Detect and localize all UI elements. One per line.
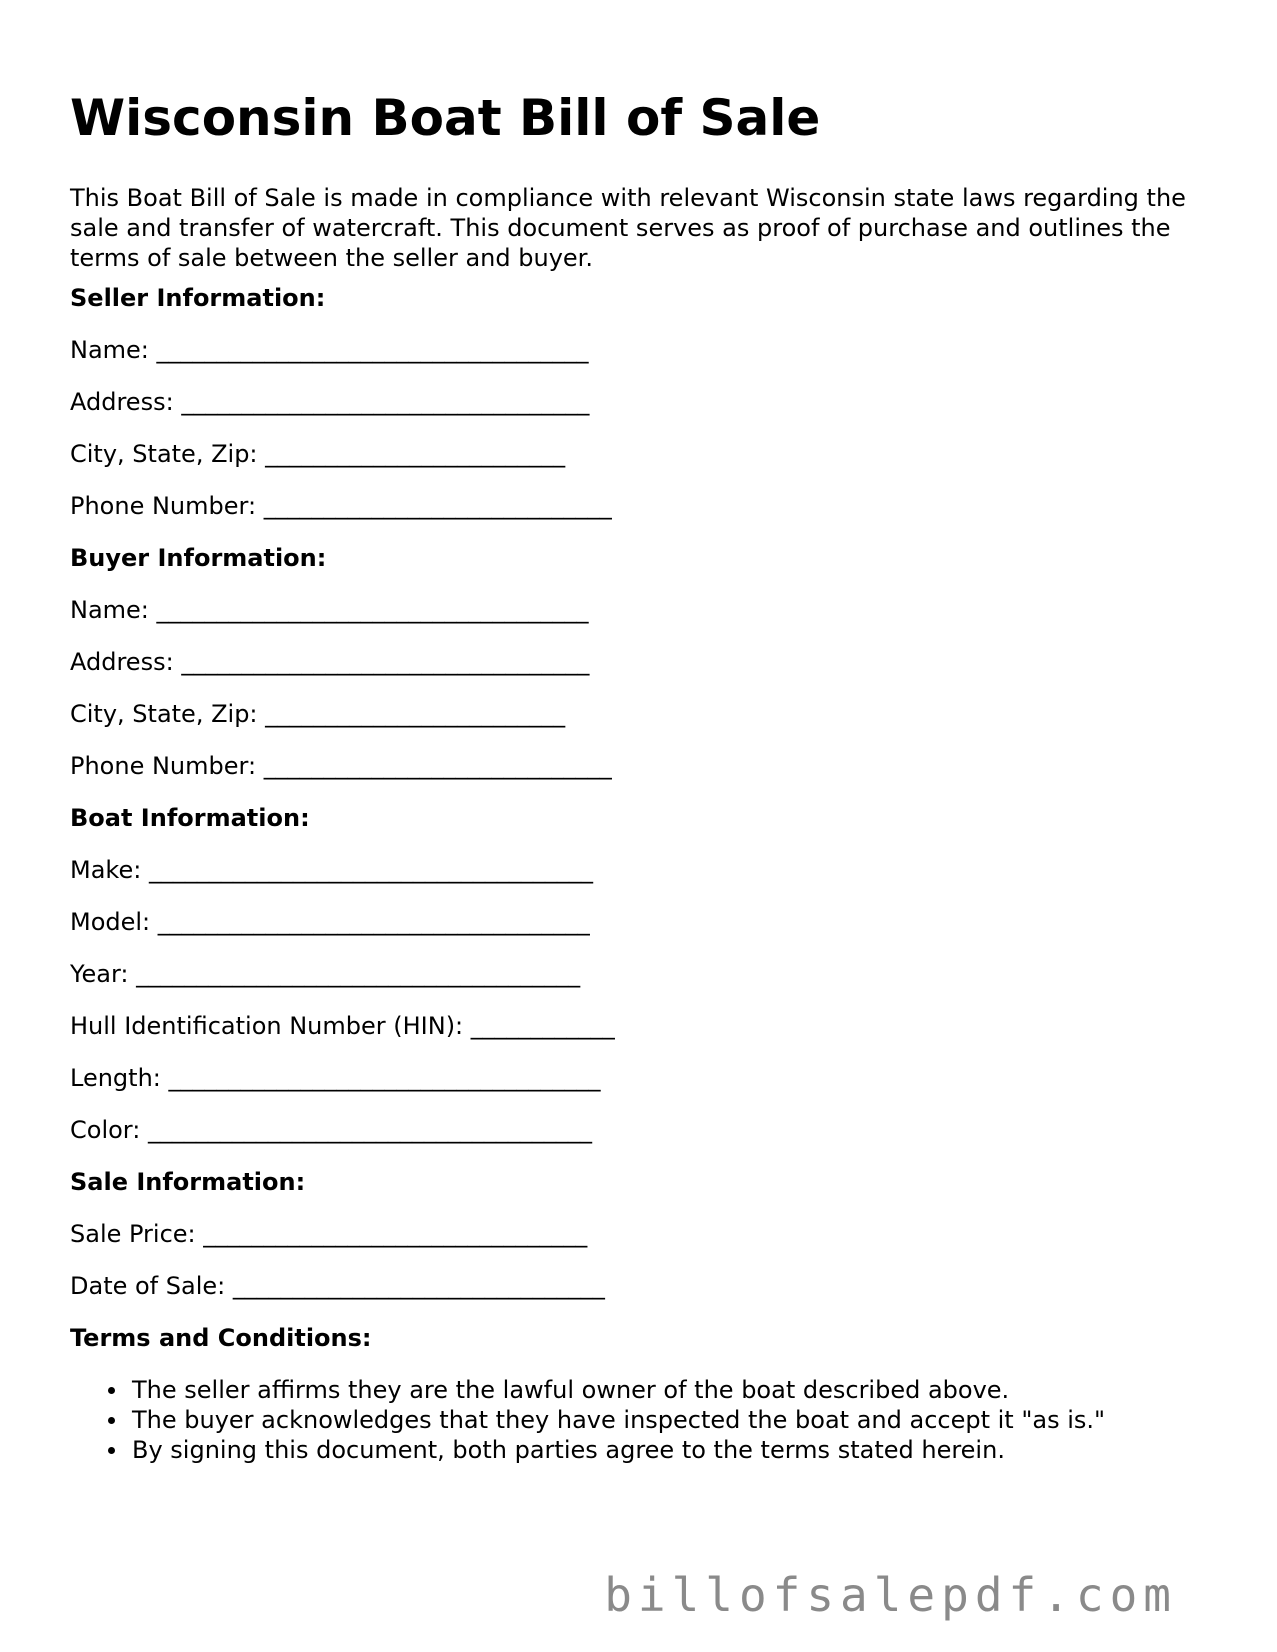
fill-in-blank[interactable]: ____________________________________ — [156, 336, 589, 364]
field-label: Length: — [70, 1064, 161, 1092]
boat-color-field — [70, 1115, 592, 1145]
boat-make-field — [70, 855, 593, 885]
list-item: The buyer acknowledges that they have inspected the boat and accept it "as is." — [70, 1405, 1105, 1435]
buyer-name-field — [70, 595, 589, 625]
buyer-address-field — [70, 647, 589, 677]
field-label: Name: — [70, 596, 149, 624]
field-label: Sale Price: — [70, 1220, 196, 1248]
sale-heading: Sale Information: — [70, 1168, 306, 1196]
fill-in-blank[interactable]: ____________________________________ — [156, 596, 589, 624]
field-label: Model: — [70, 908, 151, 936]
seller-phone-field — [70, 491, 612, 521]
terms-list — [70, 1375, 1105, 1465]
field-label: City, State, Zip: — [70, 700, 258, 728]
bullet-icon — [108, 1417, 115, 1424]
buyer-heading: Buyer Information: — [70, 544, 327, 572]
field-label: Name: — [70, 336, 149, 364]
field-label: Color: — [70, 1116, 141, 1144]
sale-price-field — [70, 1219, 587, 1249]
sale-date-field — [70, 1271, 605, 1301]
field-label: Hull Identification Number (HIN): — [70, 1012, 464, 1040]
fill-in-blank[interactable]: __________________________________ — [181, 388, 590, 416]
field-label: Date of Sale: — [70, 1272, 226, 1300]
bullet-icon — [108, 1447, 115, 1454]
field-label: Phone Number: — [70, 752, 257, 780]
fill-in-blank[interactable]: _____________________________________ — [147, 1116, 592, 1144]
boat-length-field — [70, 1063, 601, 1093]
watermark: billofsalepdf.com — [604, 1568, 1177, 1622]
seller-name-field — [70, 335, 589, 365]
list-item: The seller affirms they are the lawful owner of the boat described above. — [70, 1375, 1105, 1405]
field-label: Phone Number: — [70, 492, 257, 520]
fill-in-blank[interactable]: _____________________________ — [263, 752, 612, 780]
buyer-city-state-zip-field — [70, 699, 565, 729]
field-label: Address: — [70, 648, 174, 676]
fill-in-blank[interactable]: _____________________________ — [263, 492, 612, 520]
fill-in-blank[interactable]: _________________________ — [265, 700, 566, 728]
fill-in-blank[interactable]: ____________________________________ — [157, 908, 590, 936]
terms-heading: Terms and Conditions: — [70, 1324, 372, 1352]
fill-in-blank[interactable]: __________________________________ — [181, 648, 590, 676]
seller-address-field — [70, 387, 589, 417]
list-item: By signing this document, both parties agree to the terms stated herein. — [70, 1435, 1105, 1465]
fill-in-blank[interactable]: _____________________________________ — [136, 960, 581, 988]
fill-in-blank[interactable]: _________________________ — [265, 440, 566, 468]
field-label: Make: — [70, 856, 142, 884]
field-label: Address: — [70, 388, 174, 416]
field-label: Year: — [70, 960, 129, 988]
bullet-icon — [108, 1387, 115, 1394]
fill-in-blank[interactable]: ____________________________________ — [168, 1064, 601, 1092]
buyer-phone-field — [70, 751, 612, 781]
boat-hin-field — [70, 1011, 615, 1041]
fill-in-blank[interactable]: ____________ — [470, 1012, 615, 1040]
seller-city-state-zip-field — [70, 439, 565, 469]
fill-in-blank[interactable]: _______________________________ — [232, 1272, 605, 1300]
field-label: City, State, Zip: — [70, 440, 258, 468]
boat-year-field — [70, 959, 580, 989]
boat-heading: Boat Information: — [70, 804, 310, 832]
document-title: Wisconsin Boat Bill of Sale — [70, 89, 821, 147]
intro-paragraph: This Boat Bill of Sale is made in compliance with relevant Wisconsin state laws regarding the sale and transfer of watercraft. This document serves as proof of purchase and outlines the terms of sale between the seller and buyer. — [70, 184, 1186, 272]
seller-heading: Seller Information: — [70, 284, 326, 312]
fill-in-blank[interactable]: ________________________________ — [203, 1220, 588, 1248]
fill-in-blank[interactable]: _____________________________________ — [148, 856, 593, 884]
boat-model-field — [70, 907, 590, 937]
